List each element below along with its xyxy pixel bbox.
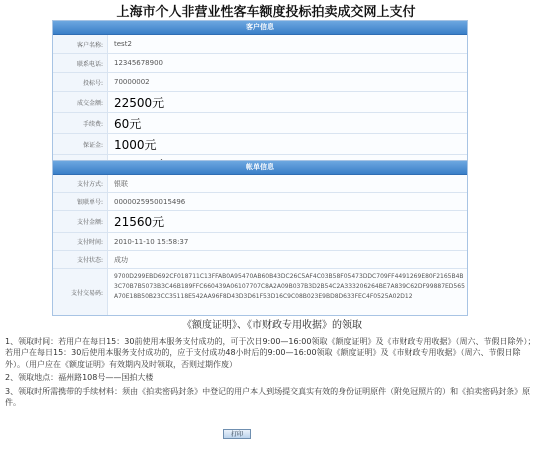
notice-item-time: 1、领取时间：若用户在每日15：30前使用本服务支付成功的，可于次日9:00—16:00领取《额度证明》及《市财政专用收据》（周六、节假日除外）；若用户在每日15：30后使用本服务支付成功的，应于支付成功48小时后的9:00—16:00领取《额度证明》及《市财政专用收据》（周六、节假日除外）。（用户应在《额度证明》有效期内及时领取，否则过期作废） [5, 336, 536, 369]
notice-item-location: 2、领取地点：福州路108号——国拍大楼 [5, 373, 154, 382]
customer-info-value: test2 [114, 40, 132, 48]
pickup-notice [5, 320, 539, 411]
billing-info-rows [53, 175, 467, 269]
notice-title: 《额度证明》、《市财政专用收据》的领取 [182, 320, 362, 331]
print-button[interactable]: 打印 [223, 429, 251, 439]
page-title: 上海市个人非营业性客车额度投标拍卖成交网上支付 [116, 5, 416, 20]
customer-info-header: 客户信息 [53, 21, 467, 35]
billing-info-row [53, 211, 467, 233]
billing-info-row [53, 233, 467, 251]
billing-info-value: 21560元 [114, 215, 165, 229]
billing-info-value: 2010-11-10 15:58:37 [114, 237, 189, 246]
customer-info-rows [53, 35, 467, 175]
transaction-signature-value: 9700D299EBD692CF018711C13FFAB0A95470AB60B43DC26C5AF4C03B58F05473DDC709FF4491269E80F2165B4B3C70B7B5073B3C46B189FFC660439A06107707C8A2A09B037B3D2B54C2A333206264BE7A839C62DF99887ED565A70E18B50B23CC35118E542AA96F8D43D3D61F53D16C9C08B023E9BD8D633FEC4F0525A02D12 [114, 273, 465, 300]
billing-info-label: 支付时间: [53, 233, 108, 250]
customer-info-row [53, 134, 467, 155]
billing-info-header: 帐单信息 [53, 161, 467, 175]
billing-info-label: 银联单号: [53, 193, 108, 210]
customer-info-label: 保证金: [53, 134, 108, 154]
customer-info-value: 70000002 [114, 78, 150, 86]
customer-info-row [53, 35, 467, 54]
billing-info-row [53, 175, 467, 193]
customer-info-label: 投标号: [53, 73, 108, 91]
customer-info-row [53, 113, 467, 134]
customer-info-row [53, 92, 467, 113]
billing-info-label: 支付金额: [53, 211, 108, 232]
customer-info-panel [52, 20, 468, 176]
notice-item-materials: 3、领取时所需携带的手续材料：须由《拍卖密码封条》中登记的用户本人到场提交真实有效的身份证明原件（附免冠照片的）和《拍卖密码封条》原件。 [5, 386, 531, 407]
customer-info-value: 1000元 [114, 137, 157, 152]
billing-info-panel [52, 160, 468, 316]
customer-info-value: 12345678900 [114, 59, 163, 67]
customer-info-label: 联系电话: [53, 54, 108, 72]
billing-info-row [53, 251, 467, 269]
billing-info-label: 支付方式: [53, 175, 108, 192]
customer-info-row [53, 54, 467, 73]
transaction-signature-row [53, 269, 467, 315]
billing-info-label: 支付状态: [53, 251, 108, 268]
customer-info-label: 成交金额: [53, 92, 108, 112]
customer-info-row [53, 73, 467, 92]
billing-info-value: 银联 [114, 179, 128, 188]
billing-info-value: 成功 [114, 255, 128, 264]
customer-info-label: 客户名称: [53, 35, 108, 53]
billing-info-row [53, 193, 467, 211]
transaction-signature-label: 支付交易码: [53, 269, 108, 315]
customer-info-label: 手续费: [53, 113, 108, 133]
customer-info-value: 60元 [114, 116, 142, 131]
billing-info-value: 0000025950015496 [114, 197, 186, 206]
customer-info-value: 22500元 [114, 95, 165, 110]
